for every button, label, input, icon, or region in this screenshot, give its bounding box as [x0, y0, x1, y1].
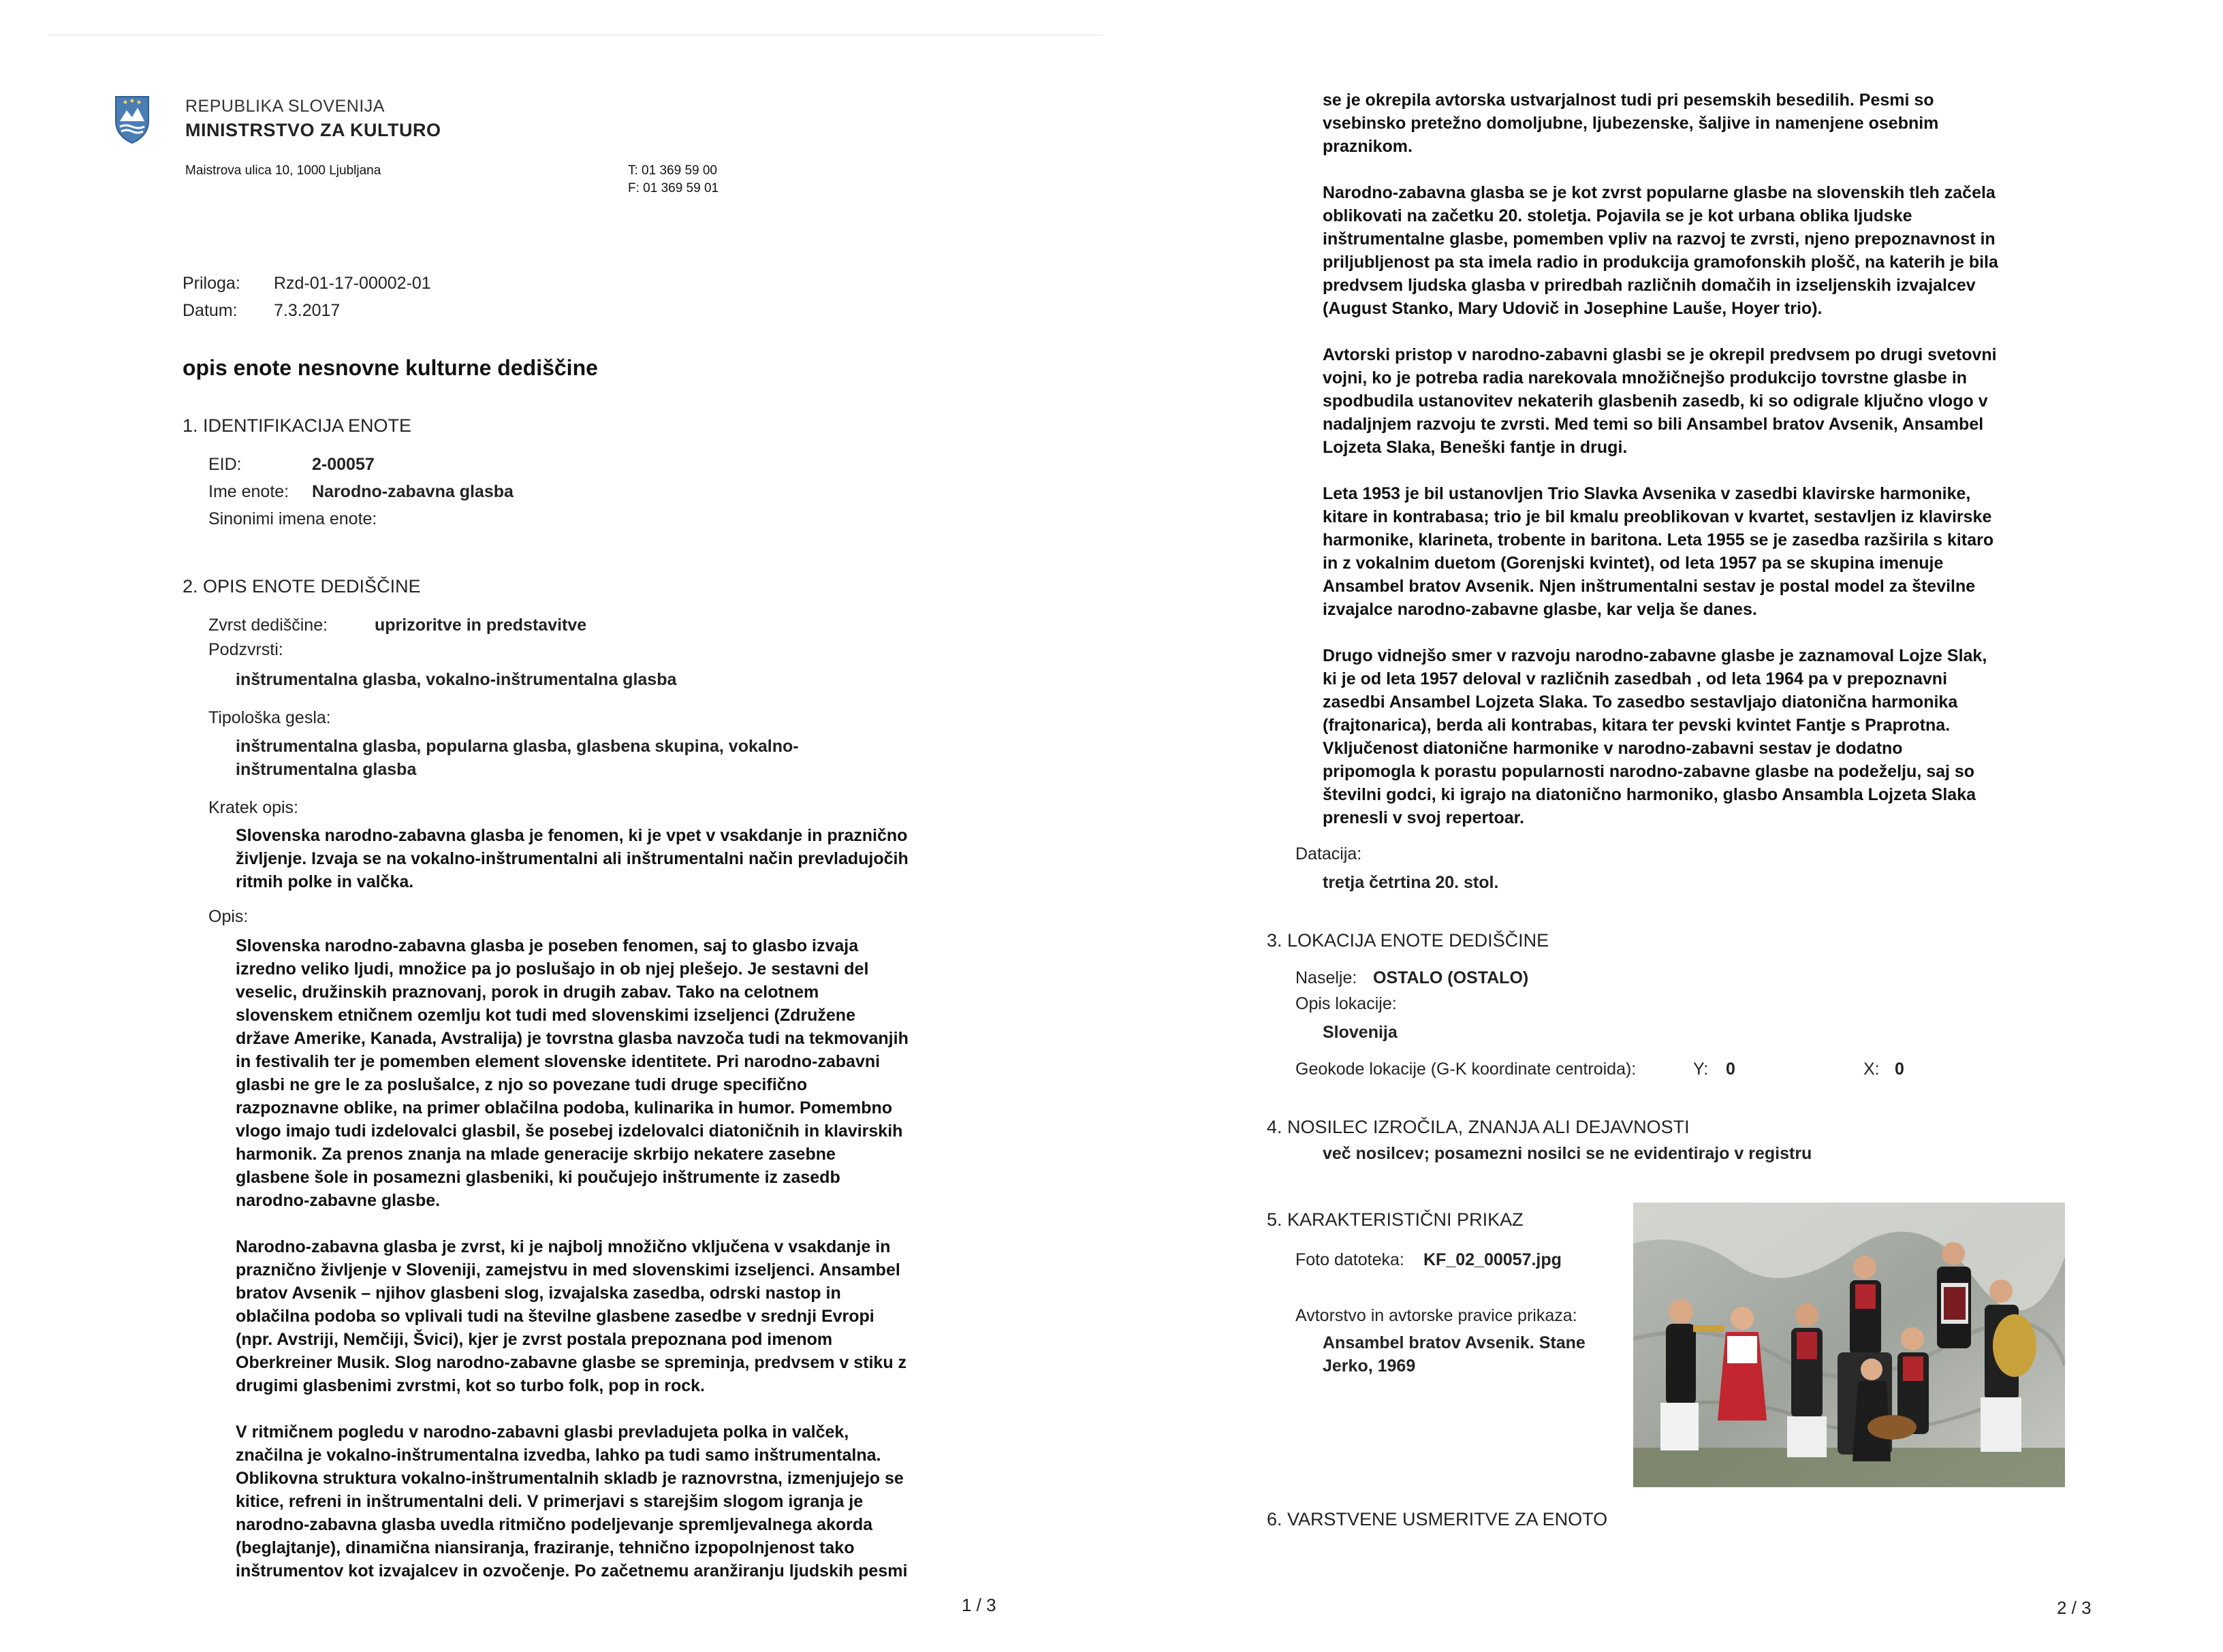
text-line: praznično življenje v Sloveniji, zamejstvu in med slovenskimi izseljenci. Ansambel [236, 1260, 900, 1280]
unit-name-label: Ime enote: [208, 482, 289, 501]
naselje-label: Naselje: [1295, 968, 1357, 987]
text-line: narodno-zabavne glasbe. [236, 1191, 441, 1210]
text-line: Narodno-zabavna glasba se je kot zvrst popularne glasbe na slovenskih tleh začela [1323, 183, 1996, 202]
tipoloska-value-line-2: inštrumentalna glasba [236, 760, 417, 779]
text-line: se je okrepila avtorska ustvarjalnost tudi pri pesemskih besedilih. Pesmi so [1323, 91, 1934, 110]
text-line: Lojzeta Slaka, Beneški fantje in drugi. [1323, 438, 1628, 457]
text-line: inštrumentalne glasbe, pomemben vpliv na razvoj te zvrsti, njeno prepoznavnost in [1323, 229, 1996, 249]
text-line: Drugo vidnejšo smer v razvoju narodno-zabavne glasbe je zaznamoval Lojze Slak, [1323, 646, 1987, 665]
text-line: harmonik. Za prenos znanja na mlade generacije skrbijo nekatere zasebne [236, 1145, 836, 1164]
text-line: narodno-zabavna glasba uvedla ritmično podeljevanje spremljevalnega akorda [236, 1515, 873, 1534]
text-line: ki je od leta 1957 deloval v različnih zasedbah , od leta 1964 pa v prepoznavni [1323, 669, 1948, 688]
section-1-heading: 1. IDENTIFIKACIJA ENOTE [183, 415, 412, 436]
unit-name-value: Narodno-zabavna glasba [312, 482, 514, 501]
tipoloska-label: Tipološka gesla: [208, 708, 331, 727]
text-line: Narodno-zabavna glasba je zvrst, ki je najbolj množično vključena v vsakdanje in [236, 1237, 891, 1256]
opis-paragraph-1 [236, 934, 1012, 1212]
text-line: predvsem ljudska glasba v priredbah različnih domačih in izseljenskih izvajalcev [1323, 276, 1976, 295]
text-line: Avtorski pristop v narodno-zabavni glasbi se je okrepil predvsem po drugi svetovni [1323, 345, 1997, 364]
text-line: kitare in kontrabasa; trio je bil kmalu preoblikovan v kvartet, sestavljen iz klavirske [1323, 507, 1992, 526]
page-top-rule [48, 34, 1103, 36]
text-line: vsebinsko pretežno domoljubne, ljubezenske, šaljive in namenjene osebnim [1323, 114, 1939, 133]
podzvrsti-value: inštrumentalna glasba, vokalno-inštrumentalna glasba [236, 670, 677, 689]
text-line: prenesli v svoj repertoar. [1323, 808, 1524, 827]
text-line: in festivalih ter je pomemben element slovenske identitete. Pri narodno-zabavni [236, 1052, 881, 1071]
page2-continued-text [1323, 89, 2154, 853]
text-line: vojni, ko je potreba radia narekovala množičnejšo produkcijo tovrstne glasbe in [1323, 368, 1968, 387]
text-line: harmonike, klarineta, trobente in baritona. Leta 1955 se je zasedba razširila s kitaro [1323, 530, 1994, 550]
geokode-label: Geokode lokacije (G-K koordinate centroida): [1295, 1060, 1637, 1079]
text-line: glasbene šole in posamezni glasbeniki, ki poučujejo inštrumente iz zasedb [236, 1168, 840, 1187]
header-ministry: MINISTRSTVO ZA KULTURO [185, 120, 441, 140]
text-line: ritmih polke in valčka. [236, 872, 414, 891]
page2-paragraph-4 [1323, 644, 2154, 829]
text-line: oblikovati na začetku 20. stoletja. Pojavila se je kot urbana oblika ljudske [1323, 206, 1912, 225]
document-title: opis enote nesnovne kulturne dediščine [183, 355, 598, 380]
opis-label: Opis: [208, 907, 249, 926]
geokode-x-label: X: [1863, 1060, 1880, 1079]
text-line: bratov Avsenik – njihov glasbeni slog, izvajalska zasedba, odrski nastop in [236, 1284, 841, 1303]
text-line: V ritmičnem pogledu v narodno-zabavni glasbi prevladujeta polka in valček, [236, 1423, 849, 1442]
text-line: (August Stanko, Mary Udovič in Josephine Lauše, Hoyer trio). [1323, 299, 1823, 318]
eid-label: EID: [208, 455, 242, 474]
text-line: značilna je vokalno-inštrumentalna izvedba, lahko pa tudi samo inštrumentalna. [236, 1446, 881, 1465]
datum-label: Datum: [183, 301, 238, 320]
opis-text [236, 934, 1012, 1606]
coat-of-arms-icon [113, 94, 151, 144]
text-line: inštrumentov kot izvajalcev in ozvočenje. Po začetnemu aranžiranju ljudskih pesmi [236, 1561, 908, 1580]
text-line: kitice, refreni in inštrumentalni deli. V primerjavi s starejšim slogom igranja je [236, 1492, 864, 1511]
opis-paragraph-2 [236, 1235, 1012, 1397]
datacija-label: Datacija: [1295, 844, 1362, 863]
page2-paragraph-2 [1323, 343, 2154, 459]
text-line: države Amerike, Kanada, Avstralija) je tovrstna glasba navzoča tudi na tekmovanjih [236, 1029, 909, 1048]
eid-value: 2-00057 [312, 455, 375, 474]
band-photo [1633, 1203, 2065, 1487]
text-line: življenje. Izvaja se na vokalno-inštrumentalni ali inštrumentalni način prevladujočih [236, 849, 909, 868]
section-2-heading: 2. OPIS ENOTE DEDIŠČINE [183, 576, 421, 597]
page2-paragraph-0 [1323, 89, 2154, 158]
text-line: slovenskem etničnem ozemlju kot tudi med slovenskimi izseljenci (Združene [236, 1006, 855, 1025]
opis-lokacije-value: Slovenija [1323, 1023, 1398, 1042]
text-line: vlogo imajo tudi izdelovalci glasbil, še posebej izdelovalci diatoničnih in klavirskih [236, 1122, 903, 1141]
geokode-y-label: Y: [1693, 1060, 1709, 1079]
text-line: veselic, družinskih praznovanj, porok in drugih zabav. Tako na celotnem [236, 983, 819, 1002]
text-line: izvajalce narodno-zabavne glasbe, kar velja še danes. [1323, 600, 1757, 619]
opis-lokacije-label: Opis lokacije: [1295, 994, 1397, 1013]
text-line: in z vokalnim duetom (Gorenjski kvintet), od leta 1957 pa se skupina imenuje [1323, 554, 1944, 573]
text-line: praznikom. [1323, 137, 1413, 156]
text-line: oblačilna podoba so vplivali tudi na številne glasbene zasedbe v srednji Evropi [236, 1307, 874, 1326]
header-fax: F: 01 369 59 01 [628, 181, 719, 195]
geokode-x-value: 0 [1895, 1060, 1904, 1079]
header-address: Maistrova ulica 10, 1000 Ljubljana [185, 163, 381, 178]
text-line: glasbi ne gre le za poslušalce, z njo so povezane tudi druge specifično [236, 1075, 808, 1094]
geokode-y-value: 0 [1726, 1060, 1735, 1079]
nosilec-value: več nosilcev; posamezni nosilci se ne evidentirajo v registru [1323, 1144, 1812, 1163]
section-6-heading: 6. VARSTVENE USMERITVE ZA ENOTO [1267, 1509, 1608, 1529]
text-line: Ansambel bratov Avsenik. Njen inštrumentalni sestav je postal model za številne [1323, 577, 1976, 596]
text-line: (beglajtanje), dinamična niansiranja, fraziranje, tehnično izpopolnjenost tako [236, 1538, 855, 1557]
text-line: izredno veliko ljudi, množice pa jo poslušajo in ob njej plešejo. Je sestavni del [236, 959, 869, 979]
kratek-opis-text [236, 824, 1012, 893]
text-line: (frajtonarica), berda ali kontrabas, kitara ter pevski kvintet Fantje s Praprotna. [1323, 716, 1951, 735]
text-line: Slovenska narodno-zabavna glasba je poseben fenomen, saj to glasbo izvaja [236, 936, 859, 955]
text-line: Slovenska narodno-zabavna glasba je fenomen, ki je vpet v vsakdanje in praznično [236, 826, 908, 845]
page-2 [1112, 0, 2223, 1652]
priloga-label: Priloga: [183, 274, 240, 293]
text-line: priljubljenost pa sta imela radio in produkcija gramofonskih plošč, na katerih je bila [1323, 253, 1998, 272]
text-line: zasedbi Ansambel Lojzeta Slaka. To zasedbo sestavljajo diatonična harmonika [1323, 693, 1958, 712]
priloga-value: Rzd-01-17-00002-01 [274, 274, 431, 293]
page-number-2: 2 / 3 [2057, 1598, 2092, 1618]
podzvrsti-label: Podzvrsti: [208, 640, 283, 659]
datacija-value: tretja četrtina 20. stol. [1323, 873, 1499, 892]
zvrst-value: uprizoritve in predstavitve [375, 616, 587, 635]
foto-datoteka-value: KF_02_00057.jpg [1423, 1250, 1562, 1269]
page2-paragraph-1 [1323, 181, 2154, 320]
tipoloska-value-line-1: inštrumentalna glasba, popularna glasba, glasbena skupina, vokalno- [236, 737, 799, 756]
section-3-heading: 3. LOKACIJA ENOTE DEDIŠČINE [1267, 930, 1549, 951]
text-line: številni godci, ki igrajo na diatonično harmoniko, glasbo Ansambla Lojzeta Slaka [1323, 785, 1976, 804]
section-4-heading: 4. NOSILEC IZROČILA, ZNANJA ALI DEJAVNOSTI [1267, 1117, 1690, 1137]
text-line: (npr. Avstriji, Nemčiji, Švici), kjer je zvrst postala prepoznana pod imenom [236, 1330, 833, 1349]
text-line: Oblikovna struktura vokalno-inštrumentalnih skladb je raznovrstna, izmenjujejo se [236, 1469, 904, 1488]
kratek-opis-label: Kratek opis: [208, 798, 299, 817]
header-phone: T: 01 369 59 00 [628, 163, 717, 178]
header-republic: REPUBLIKA SLOVENIJA [185, 97, 385, 116]
text-line: razpoznavne oblike, na primer oblačilna podoba, kulinarika in humor. Pomembno [236, 1098, 893, 1117]
avtorstvo-value-line-1: Ansambel bratov Avsenik. Stane [1323, 1333, 1586, 1352]
text-line: Leta 1953 je bil ustanovljen Trio Slavka Avsenika v zasedbi klavirske harmonike, [1323, 484, 1971, 503]
avtorstvo-label: Avtorstvo in avtorske pravice prikaza: [1295, 1306, 1577, 1325]
text-line: spodbudila ustanovitev nekaterih glasbenih zasedb, ki so odigrale ključno vlogo v [1323, 392, 1988, 411]
text-line: nadaljnjem razvoju te zvrsti. Med temi so bili Ansambel bratov Avsenik, Ansambel [1323, 415, 1984, 434]
page-number-1: 1 / 3 [962, 1595, 996, 1615]
section-5-heading: 5. KARAKTERISTIČNI PRIKAZ [1267, 1209, 1524, 1230]
opis-paragraph-3 [236, 1420, 1012, 1583]
synonyms-label: Sinonimi imena enote: [208, 509, 377, 528]
avtorstvo-value-line-2: Jerko, 1969 [1323, 1356, 1416, 1376]
text-line: drugimi glasbenimi zvrstmi, kot so turbo folk, pop in rock. [236, 1376, 705, 1395]
foto-datoteka-label: Foto datoteka: [1295, 1250, 1404, 1269]
naselje-value: OSTALO (OSTALO) [1373, 968, 1529, 987]
text-line: Vključenost diatonične harmonike v narodno-zabavni sestav je dodatno [1323, 739, 1903, 758]
text-line: pripomogla k porastu popularnosti narodno-zabavne glasbe na podeželju, saj so [1323, 762, 1975, 781]
datum-value: 7.3.2017 [274, 301, 341, 320]
page2-paragraph-3 [1323, 482, 2154, 621]
text-line: Oberkreiner Musik. Slog narodno-zabavne glasbe se spreminja, predvsem v stiku z [236, 1353, 907, 1372]
zvrst-label: Zvrst dediščine: [208, 616, 328, 635]
